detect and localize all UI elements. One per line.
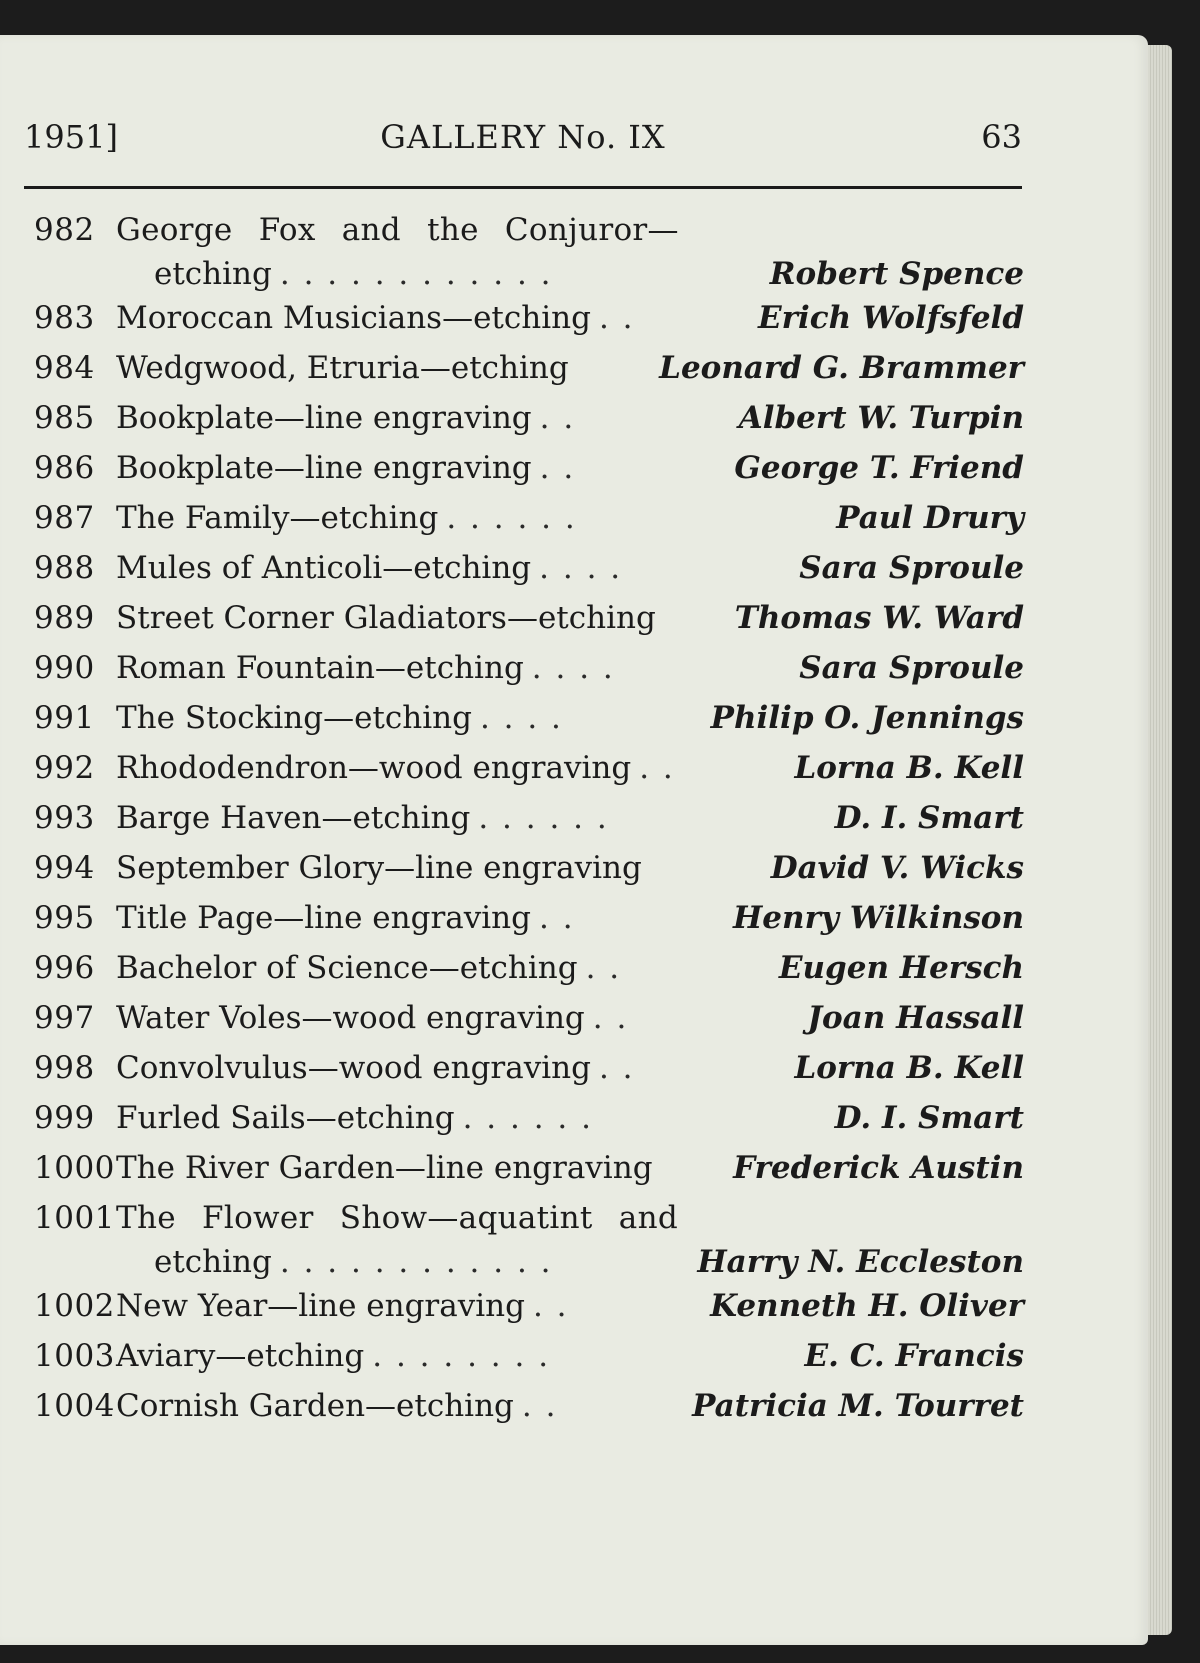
catalogue-entry bbox=[34, 205, 1024, 293]
catalogue-entry bbox=[34, 443, 1024, 493]
catalogue-entry bbox=[34, 543, 1024, 593]
entry-number: 998 bbox=[34, 1050, 95, 1086]
entry-artist: Sara Sproule bbox=[799, 650, 1024, 686]
header-rule bbox=[24, 186, 1022, 189]
entry-title: Bookplate—line engraving bbox=[116, 450, 532, 486]
catalogue-entry bbox=[34, 1093, 1024, 1143]
catalogue-entries bbox=[34, 205, 1024, 1431]
catalogue-entry bbox=[34, 493, 1024, 543]
catalogue-entry bbox=[34, 993, 1024, 1043]
entry-title: Convolvulus—wood engraving bbox=[116, 1050, 591, 1086]
header-page-number: 63 bbox=[981, 118, 1022, 156]
entry-number: 995 bbox=[34, 900, 95, 936]
leader-dots: . . . . . . . . bbox=[372, 1338, 551, 1374]
catalogue-entry bbox=[34, 943, 1024, 993]
entry-artist: Lorna B. Kell bbox=[794, 750, 1024, 786]
catalogue-entry bbox=[34, 1331, 1024, 1381]
entry-artist: Henry Wilkinson bbox=[733, 900, 1024, 936]
page-edge bbox=[1148, 45, 1172, 1635]
catalogue-entry bbox=[34, 343, 1024, 393]
leader-dots: . . bbox=[598, 300, 635, 336]
entry-artist: Thomas W. Ward bbox=[734, 600, 1024, 636]
catalogue-entry bbox=[34, 293, 1024, 343]
entry-title: Wedgwood, Etruria—etching bbox=[116, 350, 569, 386]
entry-artist: Patricia M. Tourret bbox=[692, 1388, 1024, 1424]
entry-artist: Kenneth H. Oliver bbox=[710, 1288, 1024, 1324]
entry-artist: E. C. Francis bbox=[804, 1338, 1024, 1374]
entry-number: 986 bbox=[34, 450, 95, 486]
leader-dots: . . bbox=[539, 900, 575, 936]
entry-artist: Leonard G. Brammer bbox=[659, 350, 1024, 386]
leader-dots: . . bbox=[639, 750, 675, 786]
entry-artist: D. I. Smart bbox=[834, 800, 1024, 836]
entry-title: Rhododendron—wood engraving bbox=[116, 750, 632, 786]
leader-dots: . . . . bbox=[539, 550, 623, 586]
entry-artist: Joan Hassall bbox=[807, 1000, 1024, 1036]
header-title: GALLERY No. IX bbox=[380, 118, 666, 156]
catalogue-entry bbox=[34, 843, 1024, 893]
entry-title: The Flower Show—aquatint and bbox=[116, 1200, 678, 1236]
catalogue-entry bbox=[34, 393, 1024, 443]
leader-dots: . . bbox=[592, 1000, 629, 1036]
entry-title: The Stocking—etching bbox=[116, 700, 472, 736]
entry-number: 999 bbox=[34, 1100, 95, 1136]
entry-number: 996 bbox=[34, 950, 95, 986]
entry-title: Furled Sails—etching bbox=[116, 1100, 455, 1136]
leader-dots: . . . . bbox=[531, 650, 615, 686]
leader-dots: . . . . bbox=[479, 700, 563, 736]
entry-artist: D. I. Smart bbox=[834, 1100, 1024, 1136]
catalogue-entry bbox=[34, 1143, 1024, 1193]
entry-number: 988 bbox=[34, 550, 95, 586]
entry-title: New Year—line engraving bbox=[116, 1288, 525, 1324]
entry-title: Barge Haven—etching bbox=[116, 800, 471, 836]
entry-number: 987 bbox=[34, 500, 95, 536]
entry-title: Roman Fountain—etching bbox=[116, 650, 524, 686]
catalogue-entry bbox=[34, 693, 1024, 743]
entry-title: The Family—etching bbox=[116, 500, 439, 536]
leader-dots: . . bbox=[521, 1388, 558, 1424]
entry-title: Bachelor of Science—etching bbox=[116, 950, 578, 986]
entry-title: Street Corner Gladiators—etching bbox=[116, 600, 656, 636]
entry-artist: Philip O. Jennings bbox=[710, 700, 1024, 736]
entry-title-continuation: etching bbox=[154, 256, 272, 292]
entry-artist: Eugen Hersch bbox=[778, 950, 1024, 986]
catalogue-entry bbox=[34, 1381, 1024, 1431]
catalogue-entry bbox=[34, 793, 1024, 843]
leader-dots: . . bbox=[532, 1288, 569, 1324]
leader-dots: . . bbox=[539, 400, 576, 436]
running-header bbox=[24, 118, 1022, 168]
entry-number: 994 bbox=[34, 850, 95, 886]
leader-dots: . . bbox=[539, 450, 576, 486]
entry-title: The River Garden—line engraving bbox=[116, 1150, 653, 1186]
entry-number: 990 bbox=[34, 650, 95, 686]
entry-title-continuation: etching bbox=[154, 1244, 272, 1280]
entry-title: Title Page—line engraving bbox=[116, 900, 531, 936]
header-year: 1951] bbox=[24, 118, 118, 156]
entry-title: Water Voles—wood engraving bbox=[116, 1000, 585, 1036]
entry-number: 991 bbox=[34, 700, 95, 736]
entry-artist: Lorna B. Kell bbox=[794, 1050, 1024, 1086]
entry-artist: Frederick Austin bbox=[733, 1150, 1024, 1186]
entry-number: 1004 bbox=[34, 1388, 115, 1424]
catalogue-entry bbox=[34, 743, 1024, 793]
entry-title: Cornish Garden—etching bbox=[116, 1388, 514, 1424]
entry-number: 1002 bbox=[34, 1288, 115, 1324]
leader-dots: . . bbox=[598, 1050, 635, 1086]
entry-title: George Fox and the Conjuror— bbox=[116, 212, 679, 248]
leader-dots: . . . . . . bbox=[446, 500, 577, 536]
catalogue-entry bbox=[34, 1193, 1024, 1281]
entry-artist: Sara Sproule bbox=[799, 550, 1024, 586]
entry-artist: Robert Spence bbox=[769, 256, 1024, 292]
entry-number: 982 bbox=[34, 212, 95, 248]
entry-number: 1001 bbox=[34, 1200, 115, 1236]
catalogue-entry bbox=[34, 643, 1024, 693]
catalogue-entry bbox=[34, 1281, 1024, 1331]
entry-title: Moroccan Musicians—etching bbox=[116, 300, 591, 336]
catalogue-entry bbox=[34, 893, 1024, 943]
entry-number: 984 bbox=[34, 350, 95, 386]
catalogue-entry bbox=[34, 1043, 1024, 1093]
entry-title: Bookplate—line engraving bbox=[116, 400, 532, 436]
entry-number: 993 bbox=[34, 800, 95, 836]
entry-artist: Harry N. Eccleston bbox=[697, 1244, 1024, 1280]
entry-number: 1000 bbox=[34, 1150, 115, 1186]
entry-title: Mules of Anticoli—etching bbox=[116, 550, 532, 586]
leader-dots: . . . . . . . . . . . . bbox=[279, 256, 553, 292]
leader-dots: . . bbox=[585, 950, 622, 986]
entry-artist: David V. Wicks bbox=[770, 850, 1024, 886]
entry-number: 1003 bbox=[34, 1338, 115, 1374]
entry-number: 989 bbox=[34, 600, 95, 636]
leader-dots: . . . . . . bbox=[478, 800, 609, 836]
entry-number: 985 bbox=[34, 400, 95, 436]
entry-number: 983 bbox=[34, 300, 95, 336]
entry-artist: Paul Drury bbox=[836, 500, 1024, 536]
leader-dots: . . . . . . bbox=[462, 1100, 593, 1136]
entry-title: September Glory—line engraving bbox=[116, 850, 642, 886]
entry-number: 992 bbox=[34, 750, 95, 786]
entry-number: 997 bbox=[34, 1000, 95, 1036]
entry-title: Aviary—etching bbox=[116, 1338, 365, 1374]
catalogue-entry bbox=[34, 593, 1024, 643]
entry-artist: Erich Wolfsfeld bbox=[758, 300, 1024, 336]
entry-artist: George T. Friend bbox=[734, 450, 1024, 486]
entry-artist: Albert W. Turpin bbox=[738, 400, 1024, 436]
leader-dots: . . . . . . . . . . . . bbox=[279, 1244, 553, 1280]
